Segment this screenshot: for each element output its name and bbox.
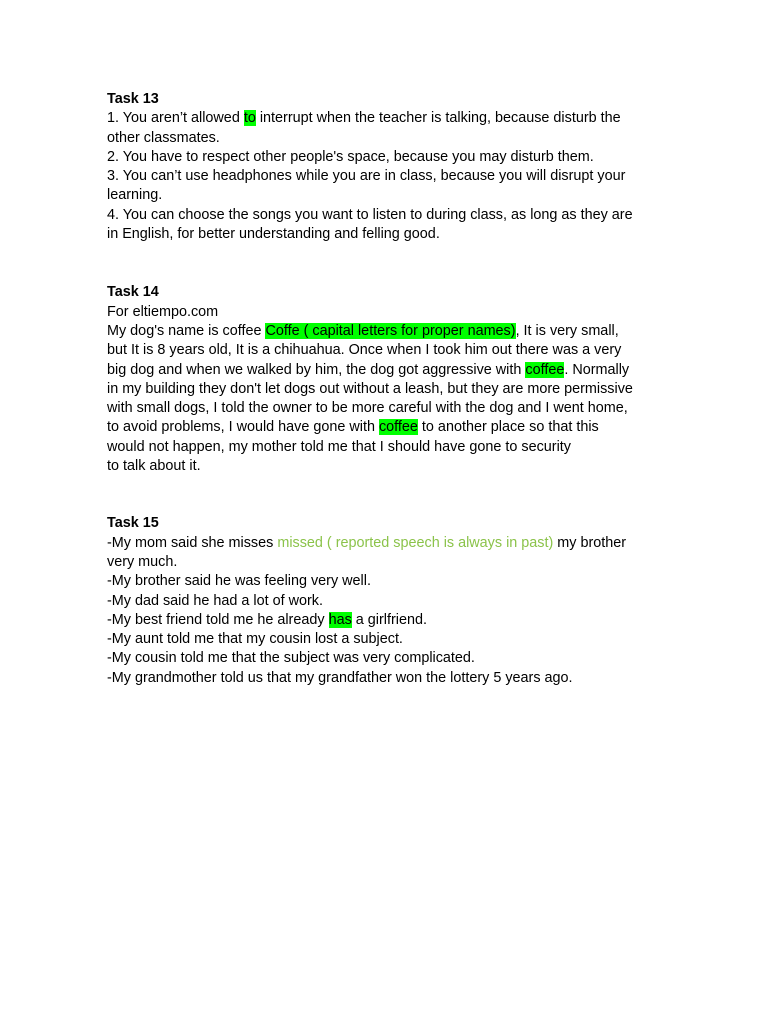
task-13-line-7: in English, for better understanding and felling good. [107, 226, 440, 243]
task-14-line-6: with small dogs, I told the owner to be more careful with the dog and I went home, [107, 400, 628, 417]
task-13-line-6: 4. You can choose the songs you want to listen to during class, as long as they are [107, 206, 633, 223]
task-14-line-9: to talk about it. [107, 458, 201, 475]
task-14-heading: Task 14 [107, 284, 159, 301]
highlight-to: to [243, 110, 256, 127]
task-15-line-4: -My dad said he had a lot of work. [107, 592, 323, 609]
task-13-line-2: other classmates. [107, 129, 220, 146]
task-15-line-6: -My aunt told me that my cousin lost a subject. [107, 631, 403, 648]
task-14-line-7: to avoid problems, I would have gone with coffee to another place so that this [107, 419, 599, 436]
highlight-coffee: coffee [378, 419, 418, 436]
task-15-heading: Task 15 [107, 515, 159, 532]
task-15-line-5: -My best friend told me he already has a girlfriend. [107, 611, 427, 628]
highlight-coffee: coffee [525, 361, 565, 378]
task-14-line-2: My dog's name is coffee Coffe ( capital letters for proper names), It is very small, [107, 322, 619, 339]
highlight-capital-letters: Coffe ( capital letters for proper names) [265, 322, 516, 339]
highlight-has: has [328, 611, 352, 628]
task-15-line-1: -My mom said she misses missed ( reported speech is always in past) my brother [107, 534, 627, 551]
task-14-line-4: big dog and when we walked by him, the dog got aggressive with coffee. Normally [107, 361, 630, 378]
task-13-line-4: 3. You can’t use headphones while you are in class, because you will disrupt your [107, 168, 626, 185]
task-13-line-3: 2. You have to respect other people's space, because you may disturb them. [107, 148, 594, 165]
task-13-line-5: learning. [107, 187, 163, 204]
task-14-line-5: in my building they don't let dogs out without a leash, but they are more permissive [107, 380, 633, 397]
task-15-line-7: -My cousin told me that the subject was very complicated. [107, 650, 475, 667]
task-14-section [107, 283, 667, 476]
task-14-line-1: For eltiempo.com [107, 303, 219, 320]
document-page [107, 90, 667, 688]
task-14-line-3: but It is 8 years old, It is a chihuahua. Once when I took him out there was a very [107, 342, 622, 359]
task-14-line-8: would not happen, my mother told me that I should have gone to security [107, 438, 571, 455]
task-15-line-8: -My grandmother told us that my grandfather won the lottery 5 years ago. [107, 669, 573, 686]
task-15-line-2: very much. [107, 553, 178, 570]
task-15-line-3: -My brother said he was feeling very well. [107, 573, 371, 590]
section-spacer [107, 476, 667, 514]
correction-comment: missed ( reported speech is always in past) [277, 534, 554, 551]
task-13-section [107, 90, 667, 244]
task-15-section [107, 514, 667, 688]
task-13-line-1: 1. You aren’t allowed to interrupt when the teacher is talking, because disturb the [107, 110, 621, 127]
task-13-heading: Task 13 [107, 91, 159, 107]
section-spacer [107, 244, 667, 283]
